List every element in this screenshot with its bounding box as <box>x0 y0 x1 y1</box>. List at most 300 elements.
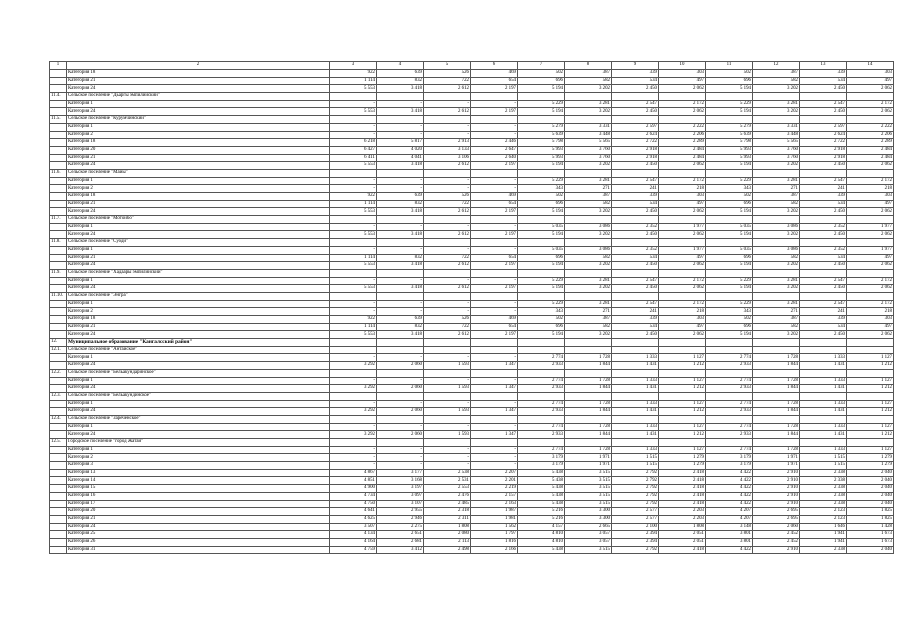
value-cell: 4 734 <box>330 492 377 500</box>
value-cell: 1 347 <box>471 408 518 416</box>
value-cell <box>424 392 471 400</box>
value-cell: 2 547 <box>800 300 847 308</box>
value-cell: 1 333 <box>800 423 847 431</box>
value-cell: - <box>471 123 518 131</box>
value-cell: 2 484 <box>847 154 894 162</box>
table-row <box>50 85 894 93</box>
row-name: Категория 15 <box>67 485 330 493</box>
value-cell: 3 202 <box>753 162 800 170</box>
value-cell: 2 450 <box>800 85 847 93</box>
value-cell: 4 851 <box>330 477 377 485</box>
value-cell: 3 179 <box>706 454 753 462</box>
value-cell: 241 <box>612 308 659 316</box>
value-cell <box>565 415 612 423</box>
value-cell: 1 808 <box>659 523 706 531</box>
table-row <box>50 408 894 416</box>
value-cell: 2 933 <box>518 385 565 393</box>
value-cell: 2 450 <box>800 108 847 116</box>
row-name: Сельское поселение "Энгра" <box>67 292 330 300</box>
value-cell <box>518 439 565 447</box>
value-cell: - <box>471 177 518 185</box>
value-cell: 241 <box>612 185 659 193</box>
value-cell <box>612 116 659 124</box>
value-cell <box>471 415 518 423</box>
value-cell: 5 438 <box>518 477 565 485</box>
value-cell: 3 515 <box>565 485 612 493</box>
value-cell: 218 <box>659 185 706 193</box>
value-cell: 4 164 <box>330 538 377 546</box>
value-cell: 2 450 <box>800 231 847 239</box>
value-cell: 5 229 <box>518 177 565 185</box>
row-code <box>50 308 67 316</box>
value-cell: 4 207 <box>706 515 753 523</box>
value-cell: 1 593 <box>424 408 471 416</box>
value-cell: 582 <box>565 77 612 85</box>
value-cell <box>612 369 659 377</box>
value-cell: 2 352 <box>612 246 659 254</box>
value-cell: 5 194 <box>518 85 565 93</box>
value-cell: - <box>424 223 471 231</box>
value-cell: 4 157 <box>518 523 565 531</box>
value-cell: 1 431 <box>800 408 847 416</box>
value-cell: 2 547 <box>800 177 847 185</box>
value-cell: 241 <box>800 185 847 193</box>
value-cell: 3 292 <box>330 408 377 416</box>
value-cell: 3 448 <box>753 131 800 139</box>
value-cell <box>471 169 518 177</box>
value-cell: 3 086 <box>565 223 612 231</box>
table-row <box>50 446 894 454</box>
value-cell: 3 515 <box>565 500 612 508</box>
value-cell: 2 452 <box>753 531 800 539</box>
value-cell: 343 <box>518 308 565 316</box>
value-cell <box>800 169 847 177</box>
value-cell: 2 647 <box>471 146 518 154</box>
value-cell: 1 844 <box>753 385 800 393</box>
section-row <box>50 339 894 347</box>
value-cell: 2 062 <box>659 162 706 170</box>
value-cell <box>753 239 800 247</box>
value-cell <box>753 93 800 101</box>
value-cell: - <box>377 400 424 408</box>
value-cell: 3 179 <box>518 454 565 462</box>
value-cell: 2 311 <box>424 515 471 523</box>
value-cell: 1 728 <box>565 354 612 362</box>
row-name: Муниципальное образование "Кангалсский район" <box>67 339 330 347</box>
value-cell: 5 553 <box>330 208 377 216</box>
value-cell: 2 547 <box>612 277 659 285</box>
value-cell: 3 801 <box>706 531 753 539</box>
row-name: Категория 1 <box>67 277 330 285</box>
value-cell <box>706 116 753 124</box>
subsection-row <box>50 346 894 354</box>
value-cell: 1 728 <box>753 423 800 431</box>
value-cell: 1 333 <box>800 377 847 385</box>
value-cell: 2 484 <box>659 146 706 154</box>
value-cell: 1 212 <box>659 408 706 416</box>
value-cell: 2 910 <box>753 477 800 485</box>
row-code <box>50 231 67 239</box>
value-cell: 1 797 <box>471 531 518 539</box>
row-name: Категория 21 <box>67 323 330 331</box>
row-name: Категория 17 <box>67 500 330 508</box>
value-cell: 303 <box>847 193 894 201</box>
value-cell <box>847 392 894 400</box>
value-cell: 1 728 <box>753 446 800 454</box>
value-cell <box>424 269 471 277</box>
value-cell <box>471 439 518 447</box>
value-cell: 5 229 <box>706 277 753 285</box>
value-cell: 5 194 <box>706 231 753 239</box>
value-cell: 3 418 <box>377 162 424 170</box>
table-row <box>50 515 894 523</box>
value-cell: 2 910 <box>753 469 800 477</box>
row-code: 11.9. <box>50 269 67 277</box>
value-cell: 3 292 <box>330 431 377 439</box>
value-cell <box>847 369 894 377</box>
row-code <box>50 408 67 416</box>
value-cell: 2 062 <box>847 108 894 116</box>
value-cell <box>659 216 706 224</box>
value-cell: 4 810 <box>518 531 565 539</box>
value-cell: 1 728 <box>753 400 800 408</box>
value-cell: 3 107 <box>377 500 424 508</box>
value-cell: 497 <box>659 254 706 262</box>
value-cell <box>424 93 471 101</box>
value-cell: 5 798 <box>706 139 753 147</box>
value-cell: - <box>330 308 377 316</box>
row-code <box>50 316 67 324</box>
value-cell: 3 281 <box>753 100 800 108</box>
value-cell: 2 418 <box>659 546 706 554</box>
value-cell: - <box>377 454 424 462</box>
value-cell: 1 212 <box>847 385 894 393</box>
value-cell: 5 553 <box>330 262 377 270</box>
row-code <box>50 508 67 516</box>
value-cell: 654 <box>471 200 518 208</box>
value-cell <box>659 439 706 447</box>
table-row <box>50 246 894 254</box>
value-cell <box>424 216 471 224</box>
row-code <box>50 277 67 285</box>
value-cell: 1 431 <box>612 385 659 393</box>
value-cell <box>800 93 847 101</box>
value-cell: 582 <box>753 77 800 85</box>
value-cell: - <box>330 246 377 254</box>
value-cell: 502 <box>518 316 565 324</box>
value-cell: 2 547 <box>800 100 847 108</box>
value-cell <box>330 346 377 354</box>
value-cell <box>706 415 753 423</box>
value-cell: 2 774 <box>518 400 565 408</box>
row-code <box>50 515 67 523</box>
value-cell: 5 229 <box>706 177 753 185</box>
value-cell: 5 438 <box>518 546 565 554</box>
table-body <box>50 70 894 554</box>
row-code <box>50 154 67 162</box>
value-cell: 3 515 <box>565 492 612 500</box>
value-cell: 1 825 <box>847 515 894 523</box>
value-cell: 922 <box>330 316 377 324</box>
value-cell: 5 229 <box>518 277 565 285</box>
value-cell: 343 <box>706 185 753 193</box>
value-cell: 654 <box>471 77 518 85</box>
value-cell: 1 127 <box>847 377 894 385</box>
value-cell: 5 553 <box>330 331 377 339</box>
value-cell <box>377 415 424 423</box>
row-name: Категория 24 <box>67 408 330 416</box>
value-cell: 271 <box>565 185 612 193</box>
value-cell: - <box>424 131 471 139</box>
value-cell: - <box>471 185 518 193</box>
table-row <box>50 139 894 147</box>
value-cell <box>800 239 847 247</box>
value-cell: 534 <box>800 200 847 208</box>
value-cell: 2 577 <box>612 508 659 516</box>
row-name: Категория 16 <box>67 492 330 500</box>
value-cell: 5 194 <box>518 231 565 239</box>
table-row <box>50 193 894 201</box>
value-cell: 2 612 <box>424 108 471 116</box>
row-code <box>50 492 67 500</box>
row-code <box>50 446 67 454</box>
row-code <box>50 385 67 393</box>
table-row <box>50 123 894 131</box>
table-row <box>50 254 894 262</box>
table-row <box>50 177 894 185</box>
value-cell: 2 774 <box>706 446 753 454</box>
row-name: Категория 24 <box>67 331 330 339</box>
value-cell <box>377 439 424 447</box>
value-cell <box>847 346 894 354</box>
value-cell: 2 955 <box>377 508 424 516</box>
value-cell <box>753 392 800 400</box>
tariff-table <box>49 61 894 554</box>
value-cell <box>565 93 612 101</box>
value-cell: 5 229 <box>518 100 565 108</box>
value-cell: 1 808 <box>424 523 471 531</box>
row-code: 11.10. <box>50 292 67 300</box>
value-cell: - <box>471 446 518 454</box>
subsection-row <box>50 269 894 277</box>
value-cell: 2 062 <box>659 262 706 270</box>
value-cell: 1 977 <box>847 246 894 254</box>
value-cell: 2 275 <box>377 523 424 531</box>
value-cell: 2 910 <box>753 492 800 500</box>
value-cell: 5 229 <box>706 300 753 308</box>
value-cell: 2 060 <box>377 362 424 370</box>
value-cell: 5 553 <box>330 162 377 170</box>
row-name: Сельское поселение "Суоди" <box>67 239 330 247</box>
value-cell: 2 040 <box>847 546 894 554</box>
value-cell: 339 <box>800 70 847 78</box>
value-cell: 2 910 <box>753 500 800 508</box>
value-cell: 1 212 <box>659 431 706 439</box>
value-cell: 5 194 <box>706 331 753 339</box>
value-cell: 5 035 <box>518 223 565 231</box>
value-cell: 2 484 <box>847 146 894 154</box>
value-cell: 4 020 <box>377 146 424 154</box>
value-cell <box>471 116 518 124</box>
value-cell: 2 222 <box>659 123 706 131</box>
value-cell: 922 <box>330 193 377 201</box>
row-code <box>50 185 67 193</box>
value-cell: 2 918 <box>612 146 659 154</box>
value-cell: 2 197 <box>471 285 518 293</box>
value-cell: 2 913 <box>424 139 471 147</box>
row-code <box>50 323 67 331</box>
value-cell: 526 <box>424 316 471 324</box>
row-code: 11.7. <box>50 216 67 224</box>
value-cell: - <box>471 308 518 316</box>
value-cell <box>565 169 612 177</box>
value-cell <box>565 269 612 277</box>
row-code <box>50 100 67 108</box>
value-cell: 582 <box>753 254 800 262</box>
value-cell: - <box>471 423 518 431</box>
value-cell <box>753 346 800 354</box>
value-cell: 497 <box>847 77 894 85</box>
row-name: Категория 13 <box>67 469 330 477</box>
row-code: 12.1. <box>50 346 67 354</box>
value-cell: 3 202 <box>565 85 612 93</box>
table-row <box>50 331 894 339</box>
value-cell: 5 438 <box>518 492 565 500</box>
table-row <box>50 300 894 308</box>
value-cell: 5 216 <box>518 515 565 523</box>
row-code <box>50 123 67 131</box>
value-cell: 5 817 <box>377 139 424 147</box>
table-row <box>50 538 894 546</box>
value-cell: 1 279 <box>847 462 894 470</box>
value-cell: 2 172 <box>847 100 894 108</box>
value-cell: 339 <box>800 193 847 201</box>
value-cell: 5 194 <box>706 162 753 170</box>
value-cell <box>330 292 377 300</box>
value-cell <box>330 216 377 224</box>
table-row <box>50 154 894 162</box>
value-cell: - <box>330 123 377 131</box>
value-cell: - <box>471 377 518 385</box>
value-cell: 2 163 <box>471 500 518 508</box>
value-cell <box>753 292 800 300</box>
row-code <box>50 246 67 254</box>
value-cell: 343 <box>706 308 753 316</box>
value-cell: - <box>377 185 424 193</box>
value-cell: - <box>377 354 424 362</box>
value-cell: 469 <box>471 316 518 324</box>
row-code <box>50 177 67 185</box>
value-cell <box>377 339 424 347</box>
value-cell: 5 194 <box>706 208 753 216</box>
value-cell: 4 867 <box>330 469 377 477</box>
value-cell: 534 <box>612 323 659 331</box>
value-cell: 2 933 <box>706 431 753 439</box>
value-cell <box>518 392 565 400</box>
value-cell: 2 792 <box>612 469 659 477</box>
value-cell: 497 <box>659 323 706 331</box>
value-cell: 2 060 <box>377 408 424 416</box>
value-cell: 3 202 <box>565 108 612 116</box>
table-row <box>50 508 894 516</box>
value-cell: 1 977 <box>659 246 706 254</box>
value-cell: 3 202 <box>565 331 612 339</box>
value-cell: 2 062 <box>847 208 894 216</box>
row-name: Категория 21 <box>67 77 330 85</box>
value-cell: 3 331 <box>753 123 800 131</box>
value-cell <box>471 93 518 101</box>
value-cell: 2 597 <box>612 123 659 131</box>
value-cell <box>800 292 847 300</box>
value-cell <box>706 292 753 300</box>
value-cell: 722 <box>424 323 471 331</box>
value-cell: 1 981 <box>471 515 518 523</box>
value-cell <box>565 369 612 377</box>
value-cell <box>753 169 800 177</box>
row-name: Категория 31 <box>67 546 330 554</box>
value-cell: 1 347 <box>471 431 518 439</box>
row-name: Категория 1 <box>67 354 330 362</box>
value-cell: 3 448 <box>565 131 612 139</box>
value-cell: 469 <box>471 70 518 78</box>
value-cell: 3 148 <box>706 523 753 531</box>
value-cell: 2 774 <box>518 423 565 431</box>
row-code <box>50 146 67 154</box>
column-number: 4 <box>377 62 424 70</box>
column-number: 12 <box>753 62 800 70</box>
value-cell: 2 577 <box>612 515 659 523</box>
value-cell: - <box>471 300 518 308</box>
value-cell: 2 338 <box>800 500 847 508</box>
value-cell: 502 <box>518 193 565 201</box>
value-cell: 497 <box>847 200 894 208</box>
value-cell: - <box>471 100 518 108</box>
value-cell <box>518 292 565 300</box>
value-cell: 5 194 <box>706 108 753 116</box>
value-cell: 1 971 <box>753 454 800 462</box>
value-cell: 696 <box>518 323 565 331</box>
value-cell: 2 080 <box>424 531 471 539</box>
subsection-row <box>50 369 894 377</box>
value-cell: 387 <box>565 316 612 324</box>
value-cell: - <box>330 100 377 108</box>
value-cell <box>753 415 800 423</box>
value-cell: - <box>377 123 424 131</box>
value-cell: 832 <box>377 254 424 262</box>
value-cell <box>612 339 659 347</box>
value-cell: 5 194 <box>518 331 565 339</box>
value-cell: 3 197 <box>377 485 424 493</box>
value-cell <box>706 239 753 247</box>
value-cell: 3 168 <box>377 477 424 485</box>
table-row <box>50 400 894 408</box>
value-cell: 582 <box>565 200 612 208</box>
value-cell: 1 431 <box>800 385 847 393</box>
value-cell: 2 206 <box>847 131 894 139</box>
value-cell: - <box>330 277 377 285</box>
value-cell <box>659 292 706 300</box>
value-cell: - <box>377 246 424 254</box>
value-cell: 832 <box>377 77 424 85</box>
value-cell: - <box>330 462 377 470</box>
value-cell <box>847 415 894 423</box>
value-cell: - <box>330 454 377 462</box>
value-cell: 2 338 <box>800 485 847 493</box>
table-row <box>50 423 894 431</box>
value-cell: - <box>377 100 424 108</box>
value-cell: 2 197 <box>471 108 518 116</box>
value-cell: 5 194 <box>518 108 565 116</box>
